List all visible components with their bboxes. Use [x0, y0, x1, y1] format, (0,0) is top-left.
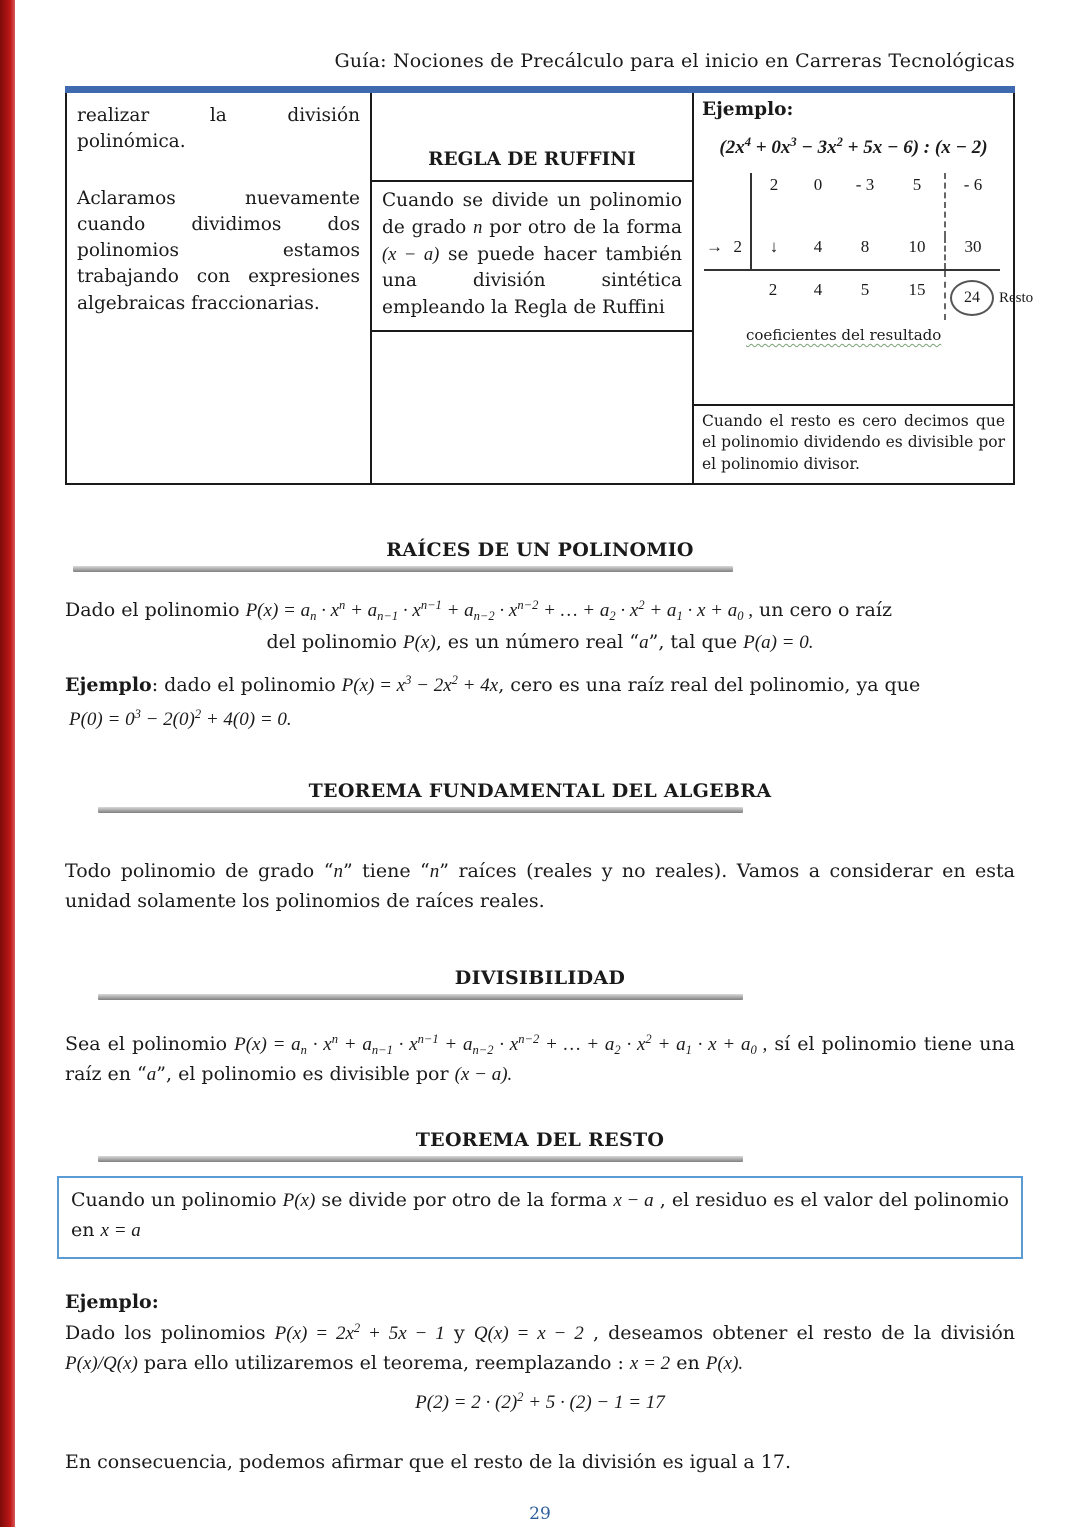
ruffini-coefficients-row: [704, 173, 1000, 237]
ruffini-cell: 8: [860, 237, 870, 256]
ruffini-cell: 30: [944, 237, 1000, 269]
ruffini-cell: 4: [813, 280, 823, 299]
remainder-circle: 24: [950, 280, 994, 316]
document-page: [65, 0, 1034, 1524]
ruffini-remainder-cell: [944, 271, 1034, 320]
page-number: 29: [529, 1504, 551, 1524]
coefficients-caption: coeficientes del resultado: [746, 326, 942, 344]
section-title: DIVISIBILIDAD: [454, 967, 626, 989]
section-divider: [98, 1156, 743, 1162]
remainder-theorem-box: [57, 1176, 1023, 1259]
example-label: Ejemplo:: [702, 99, 794, 120]
arrow-right-icon: →: [706, 237, 723, 256]
ruffini-rule-title: REGLA DE RUFFINI: [428, 149, 636, 170]
ruffini-products-row: [704, 237, 1000, 269]
section-divider: [98, 807, 743, 813]
section-polynomial-roots: [65, 539, 1015, 734]
section-divider: [73, 566, 733, 572]
paragraph: realizar la división polinómica.: [77, 105, 360, 153]
paragraph: del polinomio P(x), es un número real “a”, tal que P(a) = 0.: [266, 630, 814, 653]
ruffini-cell: - 6: [944, 173, 1000, 237]
left-margin-strip: [0, 0, 15, 1527]
ruffini-cell: 4: [813, 237, 823, 256]
paragraph: En consecuencia, podemos afirmar que el resto de la división es igual a 17.: [65, 1450, 791, 1473]
ruffini-result-row: [704, 269, 1034, 320]
section-title: TEOREMA DEL RESTO: [415, 1129, 665, 1151]
section-divisibility: [65, 967, 1015, 1089]
ruffini-cell: - 3: [855, 175, 875, 194]
ruffini-cell: 5: [860, 280, 870, 299]
synthetic-division-diagram: [704, 173, 1034, 320]
ruffini-cell: 2: [750, 173, 796, 237]
table-cell-left: [67, 93, 372, 483]
table-cell-right: [694, 93, 1034, 483]
division-expression: $(2x^4 + 0x^3 - 3x^2 + 5x - 6)$ : (x − 2): [719, 135, 988, 158]
table-top-accent: [65, 86, 1015, 93]
ruffini-cell: 0: [813, 175, 823, 194]
paragraph: Dado el polinomio $P(x) = a_n \cdot x^n + a_{n-1} \cdot x^{n-1} + a_{n-2} \cdot x^{n-2}$ + … + $a_2 \cdot x^2 + a_1 \cdot x + a_0$ , un cero o raíz: [65, 598, 892, 623]
ruffini-table: [65, 86, 1034, 485]
paragraph: Cuando un polinomio P(x) se divide por otro de la forma x − a , el residuo es el valor del polinomio en x = a: [71, 1189, 1009, 1241]
math-line: $P(2) = 2 \cdot (2)^2 + 5 \cdot (2) - 1 = 17$: [415, 1390, 665, 1413]
paragraph: Ejemplo: dado el polinomio $P(x) = x^3 - 2x^2 + 4x$, cero es una raíz real del polinomio, ya que: [65, 673, 921, 696]
ruffini-cell: [704, 271, 750, 320]
ruffini-rule-description: Cuando se divide un polinomio de grado n por otro de la forma (x − a) se puede hacer también una división sintética empleando la Regla de Ruffini: [372, 180, 692, 332]
arrow-down-icon: ↓: [769, 237, 779, 256]
paragraph: Todo polinomio de grado “n” tiene “n” raíces (reales y no reales). Vamos a considerar en esta unidad solamente los polinomios de raíces reales.: [65, 860, 1016, 912]
ruffini-cell: 10: [908, 237, 926, 256]
section-fundamental-theorem: [65, 780, 1015, 915]
paragraph: Aclaramos nuevamente cuando dividimos dos polinomios estamos trabajando con expresiones algebraicas fraccionarias.: [77, 187, 360, 314]
ruffini-cell: 15: [908, 280, 926, 299]
math-line: $P(0) = 0^3 - 2(0)^2 + 4(0) = 0$.: [69, 706, 292, 730]
section-title: TEOREMA FUNDAMENTAL DEL ALGEBRA: [308, 780, 772, 802]
ruffini-cell: [750, 237, 796, 269]
remainder-label: Resto: [999, 289, 1034, 306]
ruffini-cell: 5: [912, 175, 922, 194]
ruffini-cell: 2: [768, 280, 778, 299]
section-title: RAÍCES DE UN POLINOMIO: [386, 539, 694, 561]
page-header: Guía: Nociones de Precálculo para el inicio en Carreras Tecnológicas: [334, 50, 1015, 72]
zero-remainder-note: Cuando el resto es cero decimos que el polinomio dividendo es divisible por el polinomio divisor.: [694, 404, 1013, 483]
ruffini-root-marker: [704, 237, 750, 269]
table-cell-middle: [372, 93, 694, 483]
paragraph: Dado los polinomios $P(x) = 2x^2 + 5x - 1$ y Q(x) = x − 2 , deseamos obtener el resto de la división P(x)/Q(x) para ello utilizaremos el teorema, reemplazando : x = 2 en P(x).: [65, 1321, 1015, 1374]
ruffini-cell: [704, 173, 750, 237]
example-label: Ejemplo:: [65, 1291, 159, 1313]
section-divider: [98, 994, 743, 1000]
ruffini-root-value: 2: [733, 237, 742, 256]
section-remainder-theorem: [65, 1129, 1015, 1476]
paragraph: Sea el polinomio $P(x) = a_n \cdot x^n + a_{n-1} \cdot x^{n-1} + a_{n-2} \cdot x^{n-2}$ + … + $a_2 \cdot x^2 + a_1 \cdot x + a_0$ , sí el polinomio tiene una raíz en “a”, el polinomio es divisible por (x − a).: [65, 1032, 1016, 1085]
